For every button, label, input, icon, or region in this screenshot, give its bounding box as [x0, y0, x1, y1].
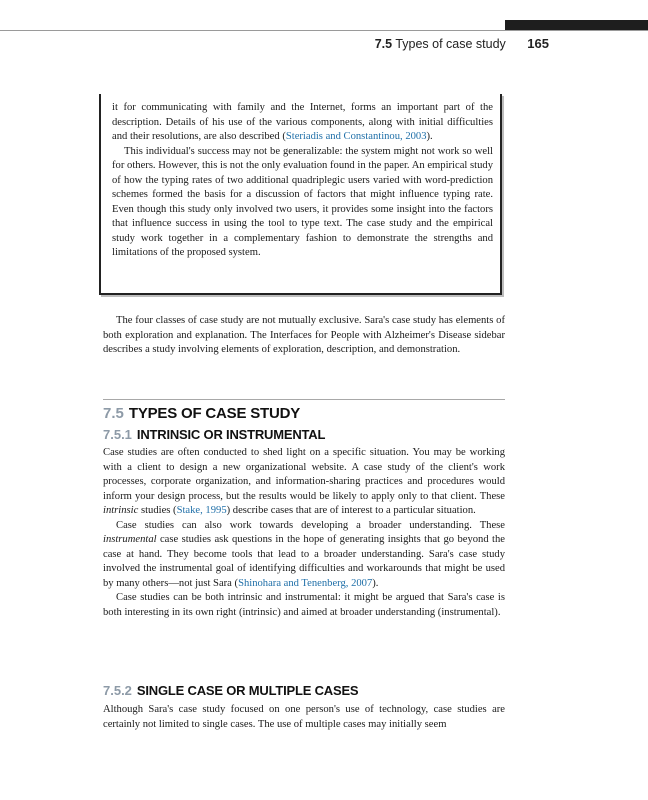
sidebar-text [112, 101, 493, 261]
section-heading [103, 405, 300, 422]
sidebar-paragraph: This individual's success may not be generalizable: the system might not work so well for others. However, this is not the only evaluation found in the paper. An empirical study of how the typing rates of two additional quadriplegic users varied with word-prediction schemes formed the basis for a discussion of factors that might influence typing rate. Even though this study only involved two users, it provides some insight into the factors that influence success in using the tool to type text. The case study and the empirical study work together in a complementary fashion to demonstrate the strengths and limitations of the proposed system. [112, 145, 493, 258]
body-paragraph: Although Sara's case study focused on one person's use of technology, case studies are certainly not limited to single cases. The use of multiple cases may initially seem [103, 704, 505, 730]
sidebar-text-run: ). [426, 131, 433, 142]
emphasis: intrinsic [103, 505, 139, 516]
sidebar-paragraph [112, 101, 493, 145]
citation-link[interactable]: Shinohara and Tenenberg, 2007 [238, 577, 373, 589]
subsection-number: 7.5.2 [103, 683, 132, 698]
page-number: 165 [527, 36, 549, 51]
intro-paragraph-block [103, 314, 505, 358]
header-bar [505, 20, 648, 30]
section-title: TYPES OF CASE STUDY [128, 405, 301, 422]
body-paragraph [103, 446, 505, 519]
sidebar-text-run: it for communicating with family and the Internet, forms an important part of the description. Details of his use of the various components, along with initial difficulties and their resolutions, are also described ( [112, 102, 493, 142]
body-paragraph: The four classes of case study are not mutually exclusive. Sara's case study has elements of both exploration and explanation. The Interfaces for People with Alzheimer's Disease sidebar describes a study involving elements of exploration, description, and demonstration. [103, 315, 505, 355]
text-run: Case studies can also work towards developing a broader understanding. These [116, 519, 505, 531]
sidebar-box [99, 94, 502, 295]
subsection-body [103, 703, 505, 732]
body-paragraph [103, 519, 505, 592]
text-run: Case studies are often conducted to shed light on a specific situation. You may be working with a client to design a new organizational website. A case study of the client's work processes, corporate organization, and information-sharing practices and procedures would inform your design process, but the results would be likely to apply only to that client. These [103, 447, 505, 502]
text-run: case studies ask questions in the hope of generating insights that go beyond the case at hand. They become tools that lead to a broader understanding. Sara's case study involved the instrumental goal of identifying difficulties and workarounds that might be used by many others—not just Sara ( [103, 534, 505, 589]
section-rule [103, 399, 505, 400]
citation-link[interactable]: Stake, 1995 [176, 505, 227, 516]
subsection-body [103, 446, 505, 620]
subsection-title: SINGLE CASE OR MULTIPLE CASES [136, 683, 359, 698]
body-paragraph: Case studies can be both intrinsic and instrumental: it might be argued that Sara's case is both interesting in its own right (intrinsic) and aimed at broader understanding (instrumental). [103, 592, 505, 618]
header-rule [0, 30, 648, 31]
running-header-section-number: 7.5 [374, 37, 393, 51]
running-header [375, 36, 549, 51]
text-run: ). [372, 577, 379, 589]
subsection-title: INTRINSIC OR INSTRUMENTAL [136, 427, 326, 442]
emphasis: instrumental [103, 534, 157, 545]
subsection-heading [103, 427, 325, 442]
citation-link[interactable]: Steriadis and Constantinou, 2003 [285, 131, 427, 142]
section-number: 7.5 [103, 405, 124, 422]
subsection-heading [103, 683, 358, 698]
text-run: ) describe cases that are of interest to a particular situation. [226, 505, 476, 516]
text-run: studies ( [138, 505, 177, 516]
subsection-number: 7.5.1 [103, 427, 132, 442]
running-header-title: Types of case study [395, 37, 506, 51]
